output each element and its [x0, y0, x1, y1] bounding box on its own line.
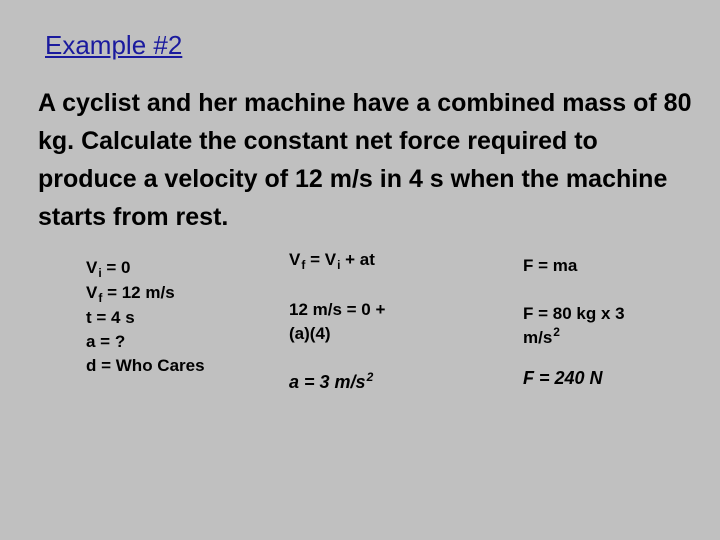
velocity-substitution [289, 298, 385, 346]
vf-subscript: f [98, 291, 103, 305]
vf-variable: V [86, 283, 98, 302]
given-acceleration: a = ? [86, 332, 126, 351]
vi-variable: V [86, 258, 98, 277]
vi-subscript: i [98, 266, 102, 280]
given-time: t = 4 s [86, 308, 135, 327]
eq1-vf-subscript: f [301, 258, 306, 272]
force-result: F = 240 N [523, 368, 603, 388]
force-unit-exponent: 2 [553, 325, 560, 339]
substitution-line-2: (a)(4) [289, 324, 331, 343]
force-formula: F = ma [523, 256, 578, 275]
given-final-velocity [86, 281, 205, 306]
vf-value: = 12 m/s [102, 283, 175, 302]
eq1-mid: = V [305, 250, 337, 269]
force-substitution-line-1: F = 80 kg x 3 [523, 304, 625, 323]
given-distance: d = Who Cares [86, 356, 205, 375]
eq1-vi-subscript: i [337, 258, 341, 272]
substitution-line-1: 12 m/s = 0 + [289, 300, 386, 319]
slide-title: Example #2 [45, 30, 183, 60]
velocity-equation [289, 248, 375, 273]
acceleration-result [289, 370, 373, 396]
force-substitution-line-2 [523, 326, 625, 351]
acceleration-result-exponent: 2 [366, 370, 374, 384]
given-initial-velocity [86, 256, 205, 281]
force-unit-main: m/s [523, 328, 553, 347]
eq1-tail: + at [340, 250, 375, 269]
problem-statement: A cyclist and her machine have a combined mass of 80 kg. Calculate the constant net force required to produce a velocity of 12 m/s in 4 s when the machine starts from rest. [38, 89, 692, 231]
acceleration-result-main: a = 3 m/s [289, 372, 366, 392]
force-substitution [523, 302, 625, 351]
eq1-vf: V [289, 250, 301, 269]
vi-value: = 0 [101, 258, 131, 277]
givens-list [86, 256, 205, 378]
